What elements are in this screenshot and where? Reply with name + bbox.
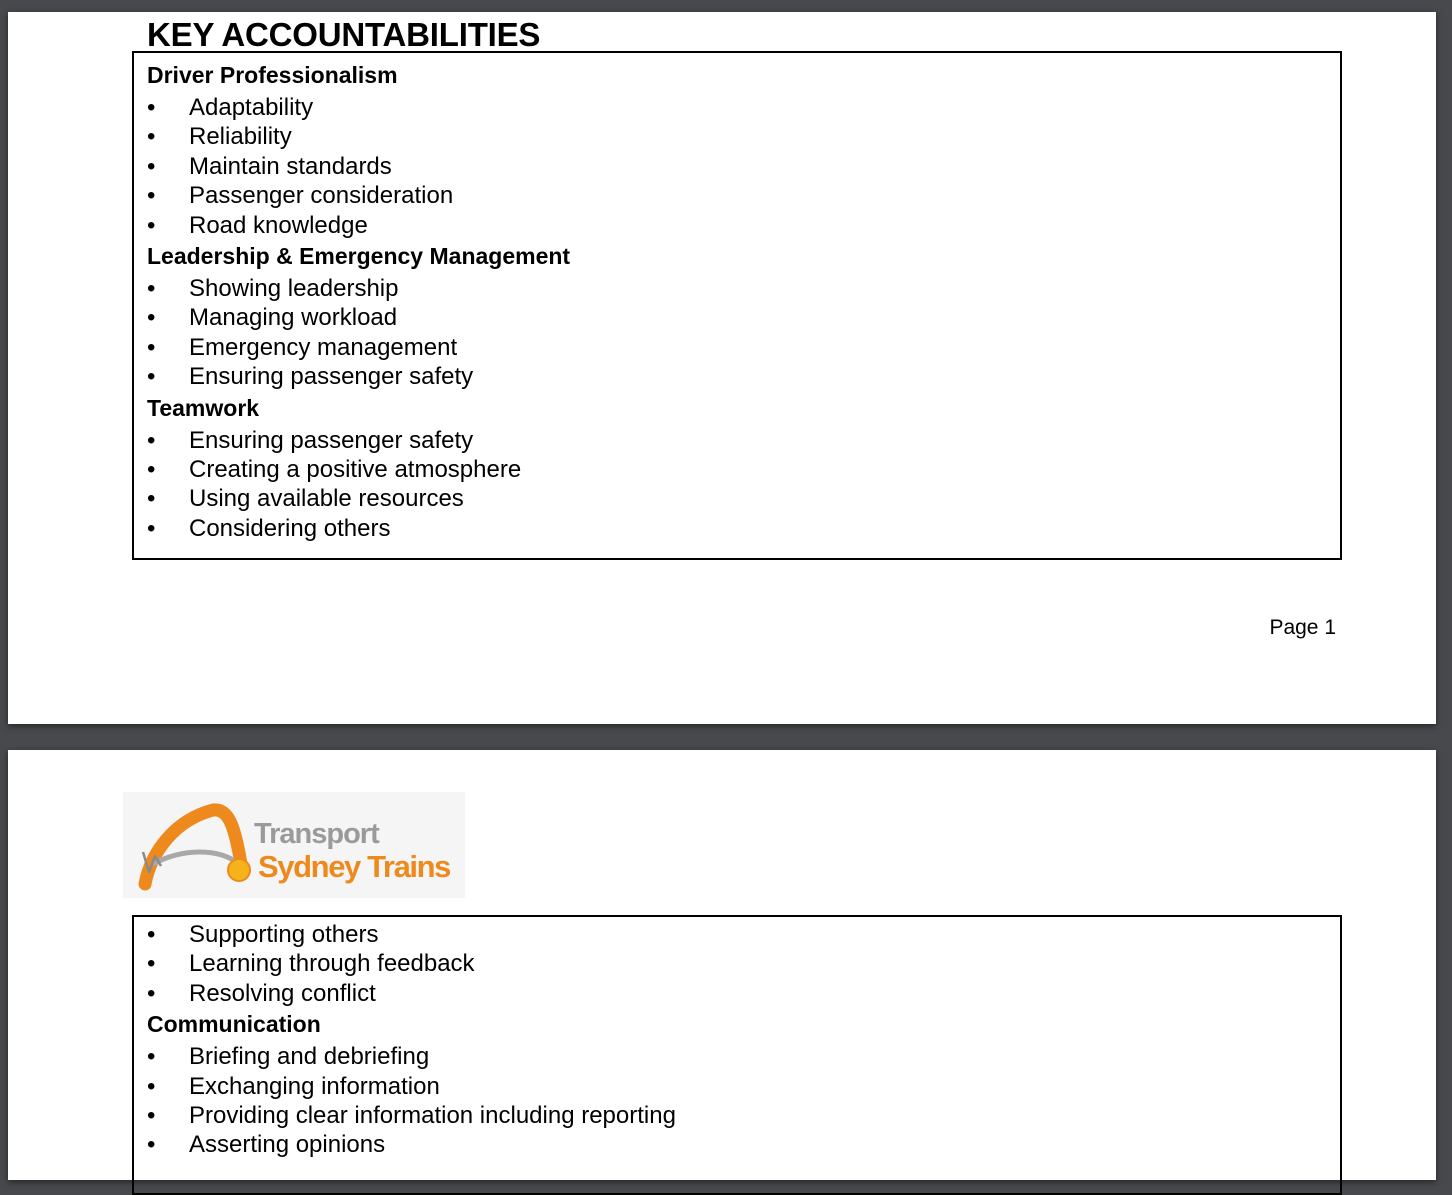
list-item-text: Road knowledge [189,211,368,239]
list-item-text: Learning through feedback [189,950,475,978]
bullet-icon: • [147,363,156,391]
bullet-icon: • [147,182,156,210]
bullet-icon: • [147,333,156,361]
section-title: Communication [147,1011,321,1038]
list-item [134,514,1340,543]
bullet-icon: • [147,485,156,513]
list-item-text: Maintain standards [189,152,392,180]
bullet-icon: • [147,304,156,332]
list-item-text: Managing workload [189,304,398,332]
list-item [134,181,1340,210]
accountabilities-box-continued [132,915,1342,1195]
list-item [134,1130,1340,1159]
list-item [134,949,1340,978]
section-list [134,920,1340,1008]
list-item-text: Emergency management [189,333,458,361]
page-number: Page 1 [1269,616,1336,639]
list-item-text: Briefing and debriefing [189,1043,430,1071]
bullet-icon: • [147,1131,156,1159]
list-item [134,920,1340,949]
list-item [134,362,1340,391]
list-item [134,979,1340,1008]
page-heading: KEY ACCOUNTABILITIES [147,16,541,53]
bullet-icon: • [147,1072,156,1100]
section-list [134,426,1340,544]
list-item [134,1042,1340,1071]
list-item-text: Passenger consideration [189,182,454,210]
list-item-text: Supporting others [189,921,379,948]
list-item [134,274,1340,303]
bullet-icon: • [147,123,156,151]
bullet-icon: • [147,1101,156,1129]
list-item-text: Resolving conflict [189,979,376,1007]
section-list [134,93,1340,240]
list-item-text: Ensuring passenger safety [189,426,474,454]
list-item-text: Exchanging information [189,1072,440,1100]
accountabilities-box [132,51,1342,560]
list-item-text: Using available resources [189,485,464,513]
list-item-text: Ensuring passenger safety [189,363,474,391]
bullet-icon: • [147,152,156,180]
list-item-text: Adaptability [189,94,314,121]
bullet-icon: • [147,455,156,483]
bullet-icon: • [147,979,156,1007]
section-title: Teamwork [147,394,260,421]
section-list [134,274,1340,392]
list-item [134,455,1340,484]
list-item [134,122,1340,151]
list-item-text: Creating a positive atmosphere [189,455,522,483]
document-page-2 [8,750,1436,1180]
list-item [134,1072,1340,1101]
list-item [134,93,1340,122]
transport-sydney-trains-logo [123,792,465,898]
list-item-text: Showing leadership [189,274,399,302]
list-item [134,1101,1340,1130]
bullet-icon: • [147,211,156,239]
section-list [134,1042,1340,1160]
list-item [134,152,1340,181]
section-title: Leadership & Emergency Management [147,242,571,269]
list-item-text: Considering others [189,514,391,542]
bullet-icon: • [147,1043,156,1071]
logo-text-transport: Transport [254,818,379,850]
list-item [134,303,1340,332]
list-item [134,333,1340,362]
list-item-text: Reliability [189,123,292,151]
list-item-text: Providing clear information including reporting [189,1101,676,1129]
list-item [134,484,1340,513]
bullet-icon: • [147,921,156,948]
bullet-icon: • [147,274,156,302]
section-title: Driver Professionalism [147,62,398,88]
bullet-icon: • [147,950,156,978]
list-item [134,426,1340,455]
bullet-icon: • [147,94,156,121]
list-item [134,211,1340,240]
bullet-icon: • [147,426,156,454]
bullet-icon: • [147,514,156,542]
document-page-1 [8,12,1436,724]
logo-text-sydney-trains: Sydney Trains [258,849,451,884]
list-item-text: Asserting opinions [189,1131,386,1159]
